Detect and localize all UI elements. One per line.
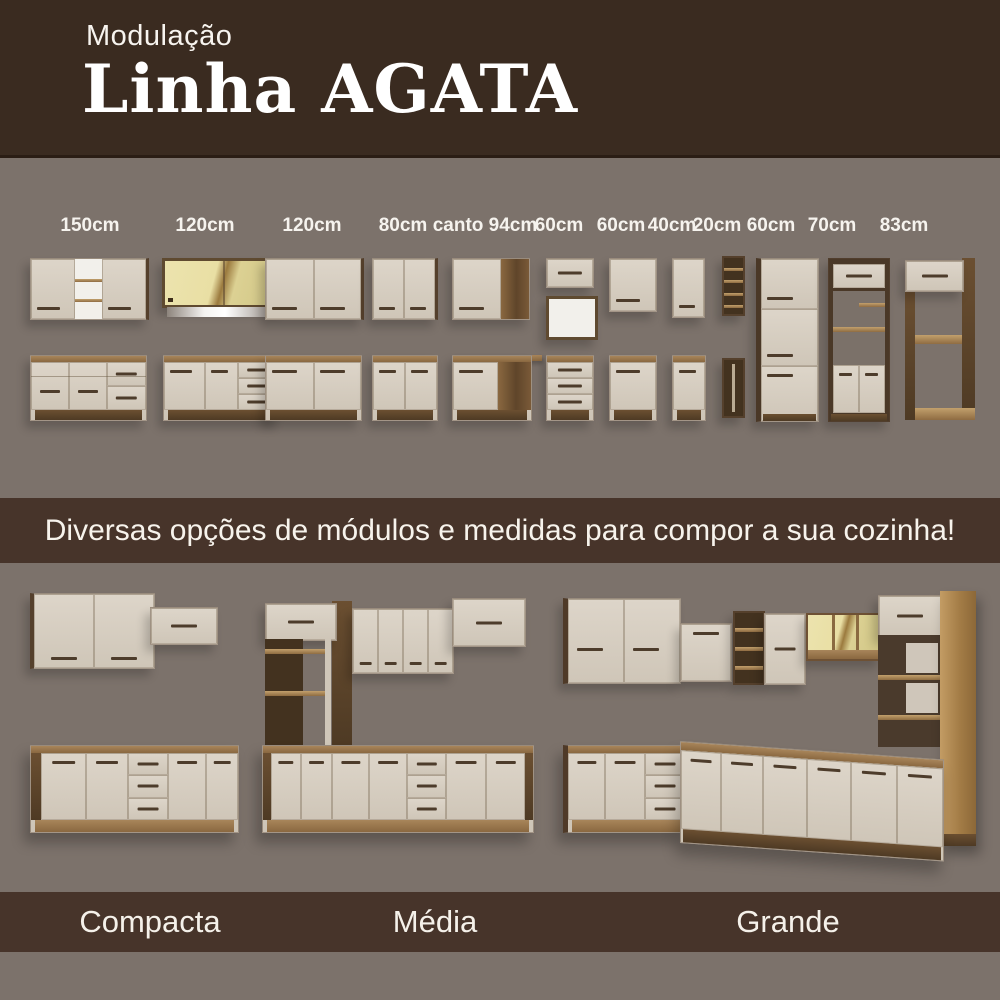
promo-banner: [0, 498, 1000, 563]
base-cabinet-80: [372, 355, 438, 421]
drawer: [547, 394, 593, 410]
cabinet-door: [681, 750, 721, 832]
open-niche: [75, 259, 103, 319]
corner-shelf-unit: [733, 611, 765, 685]
shelf: [735, 647, 763, 651]
cabinet-body: [373, 362, 437, 410]
shelf-grid: [878, 635, 940, 747]
kitchen-name-grande: Grande: [736, 904, 840, 939]
fridge-frame-83: [905, 258, 975, 420]
cabinet-door: [673, 362, 705, 410]
cabinet-door: [610, 259, 656, 311]
cabinet-door: [405, 362, 437, 410]
modules-section: [0, 155, 1000, 498]
cabinet-door: [879, 596, 941, 636]
shelf: [75, 299, 103, 302]
cabinet-door: [681, 624, 731, 681]
cabinet-body: [568, 753, 685, 820]
oven-niche: [833, 291, 885, 365]
plinth: [831, 414, 887, 421]
wall-cabinet-60: [609, 258, 657, 312]
cabinet-door: [453, 259, 501, 319]
cabinet-body: [453, 362, 531, 410]
shelf-box: [906, 683, 938, 713]
cabinet-door: [897, 765, 943, 847]
cabinet-body: [266, 362, 361, 410]
plinth: [940, 834, 976, 846]
cabinet-door: [673, 259, 704, 317]
plinth: [551, 410, 589, 420]
cabinet-door: [851, 762, 897, 844]
base-cabinet-120-drawers: [163, 355, 280, 421]
wall-cabinet-60-flap: [546, 258, 594, 288]
cabinet-door: [765, 614, 805, 684]
plinth: [457, 410, 527, 420]
cabinet-door: [69, 362, 107, 410]
cabinet-door: [761, 259, 818, 309]
module-size-label: 40cm: [647, 215, 697, 236]
cabinet-door: [547, 259, 593, 287]
kitchen-name-media: Média: [392, 904, 478, 939]
divider: [31, 376, 146, 377]
plinth: [614, 410, 652, 420]
cabinet-body: [164, 362, 279, 410]
module-size-label: 60cm: [534, 215, 584, 236]
header-subtitle: Modulação: [86, 20, 233, 52]
drawer: [107, 362, 146, 386]
cabinet-door: [205, 362, 237, 410]
shelf: [735, 666, 763, 670]
cabinet-door: [568, 599, 624, 683]
base-counter-right: [680, 741, 944, 861]
cabinet-body: [547, 362, 593, 410]
cabinet-door: [568, 753, 605, 820]
plinth: [168, 410, 275, 420]
wall-cabinet-80: [372, 258, 438, 320]
module-size-label: 80cm: [378, 215, 428, 236]
wall-cabinet: [680, 623, 732, 682]
wood-panel: [498, 362, 531, 410]
shelf: [859, 303, 885, 307]
wall-rack-20: [722, 256, 745, 316]
cabinet-door: [314, 259, 362, 319]
drawer: [645, 798, 685, 820]
base-cabinet-60: [609, 355, 657, 421]
wall-cabinet-150: [30, 258, 149, 320]
cabinet-door: [763, 756, 807, 838]
cabinet-door: [31, 259, 75, 319]
shelf: [724, 293, 743, 296]
oven-tower-70: [828, 258, 890, 422]
corner-wall-cabinet-94: [452, 258, 530, 320]
cabinet-body: [31, 362, 146, 410]
cabinet-door: [906, 261, 963, 291]
module-size-label: 20cm: [692, 215, 742, 236]
cabinet-door: [31, 362, 69, 410]
cabinet-door: [453, 362, 498, 410]
module-size-label: 70cm: [807, 215, 857, 236]
tall-pantry-60: [756, 258, 819, 422]
base-cabinet-150: [30, 355, 147, 421]
wall-cabinet-120: [265, 258, 364, 320]
hinge: [168, 298, 173, 302]
shelf: [878, 675, 940, 680]
cabinet-door: [404, 259, 435, 319]
lower-doors: [833, 365, 885, 413]
countertop: [568, 746, 685, 753]
cabinet-door: [624, 599, 680, 683]
base-rack-20: [722, 358, 745, 418]
oak-side-column: [940, 591, 976, 846]
wall-cabinet-40: [672, 258, 705, 318]
shelf: [735, 628, 763, 632]
bottom-shelf: [915, 408, 975, 420]
plinth: [677, 410, 701, 420]
drawer: [107, 386, 146, 410]
plinth: [270, 410, 357, 420]
rack-highlight: [732, 364, 735, 411]
cabinet-body: [610, 362, 656, 410]
shelf: [724, 268, 743, 271]
cabinet-door: [314, 362, 362, 410]
shelf: [724, 280, 743, 283]
shelf: [75, 279, 103, 282]
wall-cabinet: [764, 613, 806, 685]
promo-text: Diversas opções de módulos e medidas para compor a sua cozinha!: [44, 514, 956, 547]
cabinet-door: [102, 259, 146, 319]
shelf: [724, 305, 743, 308]
drawer: [547, 362, 593, 378]
base-cabinet-60-drawers: [546, 355, 594, 421]
module-size-label: 60cm: [746, 215, 796, 236]
kitchen-grande: [0, 563, 1000, 892]
plinth: [35, 410, 142, 420]
wood-panel: [501, 259, 529, 319]
cabinet-door: [373, 259, 404, 319]
open-niche-60: [546, 296, 598, 340]
module-size-label: 120cm: [175, 215, 235, 236]
wood-band: [808, 650, 880, 659]
cabinet-door: [266, 259, 314, 319]
base-counter-left: [563, 745, 686, 833]
header-banner: [0, 0, 1000, 158]
base-cabinet-40: [672, 355, 706, 421]
cabinet-door: [761, 366, 818, 421]
side-panel: [905, 290, 915, 420]
top-cabinet: [905, 260, 964, 292]
cabinet-door: [833, 365, 859, 413]
module-size-label: canto 94cm: [432, 215, 538, 236]
kitchen-name-compacta: Compacta: [79, 904, 221, 939]
light-shelf: [167, 307, 273, 317]
plinth: [377, 410, 433, 420]
cabinet-door: [859, 365, 885, 413]
top-cabinet: [878, 595, 942, 637]
module-size-label: 120cm: [282, 215, 342, 236]
cabinet-door: [605, 753, 645, 820]
cabinet-door: [266, 362, 314, 410]
module-size-label: 83cm: [879, 215, 929, 236]
module-size-label: 60cm: [596, 215, 646, 236]
cabinet-door: [833, 264, 885, 288]
drawer: [645, 753, 685, 775]
glass-wall-cabinet: [806, 613, 882, 661]
shelf-box: [906, 643, 938, 673]
cabinet-body: [673, 362, 705, 410]
cabinet-door: [164, 362, 205, 410]
plinth: [763, 414, 816, 421]
glass-door-seam: [223, 261, 225, 305]
shelf: [878, 715, 940, 720]
plinth: [572, 820, 681, 832]
drawer: [645, 775, 685, 797]
drawer: [547, 378, 593, 394]
kitchen-names-band: [0, 892, 1000, 952]
cabinet-door: [761, 309, 818, 366]
base-cabinet-120: [265, 355, 362, 421]
wall-cabinet: [563, 598, 681, 684]
cabinet-door: [610, 362, 656, 410]
cabinet-door: [721, 753, 763, 835]
kitchens-section: [0, 563, 1000, 892]
page-title: Linha AGATA: [82, 50, 579, 128]
cabinet-door: [373, 362, 405, 410]
shelf: [915, 335, 962, 344]
corner-base-cabinet-94: [452, 355, 532, 421]
shelf: [833, 327, 885, 332]
module-size-label: 150cm: [60, 215, 120, 236]
cabinet-door: [807, 759, 851, 841]
